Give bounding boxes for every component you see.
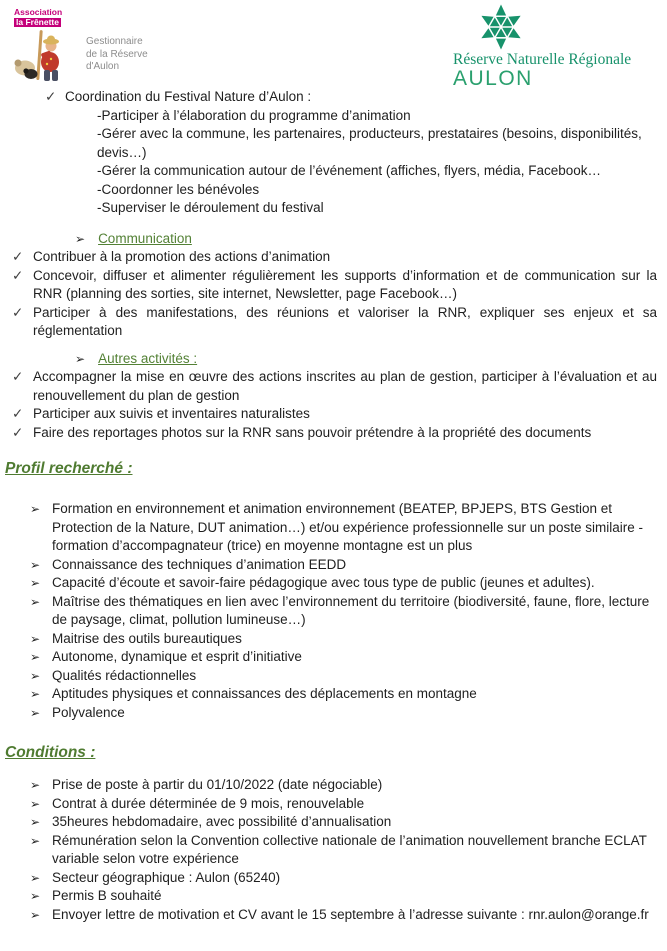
rnr-logo-subtitle: AULON: [453, 67, 533, 90]
shepherd-sheep-illustration: [14, 28, 68, 84]
list-item: [30, 667, 655, 686]
conditions-list: [30, 776, 655, 924]
check-icon: ✓: [12, 249, 24, 264]
autres-list: [12, 368, 657, 442]
list-item: [30, 832, 655, 869]
check-icon: ✓: [12, 304, 24, 320]
list-item-text: Participer aux suivis et inventaires naturalistes: [33, 406, 310, 421]
association-caption-line3: d'Aulon: [86, 61, 120, 72]
coordination-section: [45, 88, 653, 218]
association-name: [14, 8, 184, 27]
list-item-text: Contribuer à la promotion des actions d’animation: [33, 249, 331, 264]
arrow-bullet-icon: ➢: [30, 889, 41, 903]
arrow-bullet-icon: ➢: [30, 557, 41, 572]
list-item-text: 35heures hebdomadaire, avec possibilité d’annualisation: [52, 814, 392, 829]
list-item-text: Permis B souhaité: [52, 888, 162, 903]
list-item-text: Contrat à durée déterminée de 9 mois, renouvelable: [52, 795, 365, 811]
arrow-bullet-icon: ➢: [30, 833, 41, 848]
list-item-text: Concevoir, diffuser et alimenter régulièrement les supports d’information et de communication sur la RNR (planning des sorties, site internet, Newsletter, page Facebook…): [33, 267, 657, 301]
association-caption-line2: de la Réserve: [86, 48, 148, 60]
check-icon: ✓: [12, 424, 24, 440]
communication-list: [12, 248, 657, 341]
list-item-text: Autonome, dynamique et esprit d’initiative: [52, 649, 302, 664]
conditions-heading: Conditions :: [5, 744, 96, 761]
list-item: [30, 574, 655, 593]
profil-list: [30, 500, 655, 722]
communication-heading-row: [75, 230, 667, 249]
list-item: [30, 869, 655, 888]
arrow-bullet-icon: ➢: [30, 668, 41, 683]
coordination-subitem: -Superviser le déroulement du festival: [97, 200, 324, 215]
list-item: [30, 704, 655, 723]
arrow-bullet-icon: ➢: [30, 687, 41, 701]
list-item: [12, 304, 657, 341]
arrow-bullet-icon: ➢: [30, 907, 41, 922]
arrow-bullet-icon: ➢: [30, 631, 41, 646]
list-item: [30, 906, 655, 925]
list-item: [30, 776, 655, 795]
list-item: [12, 248, 657, 267]
list-item-text: Maîtrise des thématiques en lien avec l’environnement du territoire (biodiversité, faune, flore, lecture de paysage, climat, pollution lumineuse…): [52, 593, 650, 627]
list-item: [30, 593, 655, 630]
list-item-text: Capacité d’écoute et savoir-faire pédagogique avec tous type de public (jeunes et adultes).: [52, 575, 595, 590]
check-icon: ✓: [12, 369, 24, 384]
check-icon: ✓: [12, 406, 24, 421]
document-header: [0, 0, 667, 88]
list-item-text: Secteur géographique : Aulon (65240): [52, 869, 281, 885]
arrow-bullet-icon: ➢: [75, 231, 86, 246]
list-item: [30, 887, 655, 906]
list-item: [30, 630, 655, 649]
list-item: [30, 813, 655, 832]
arrow-bullet-icon: ➢: [30, 796, 41, 811]
list-item-text: Connaissance des techniques d’animation EEDD: [52, 556, 347, 572]
list-item-text: Rémunération selon la Convention collective nationale de l’animation nouvellement branche ECLAT variable selon votre expérience: [52, 832, 647, 866]
association-frenette-logo: [14, 7, 184, 72]
list-item: [30, 685, 655, 704]
check-icon: ✓: [12, 267, 24, 283]
list-item: [12, 405, 657, 424]
list-item-text: Prise de poste à partir du 01/10/2022 (date négociable): [52, 777, 383, 792]
rnr-aulon-logo: [453, 2, 667, 89]
list-item: [30, 500, 655, 556]
rnr-logo-title: Réserve Naturelle Régionale: [453, 51, 632, 68]
coordination-subitem: -Gérer avec la commune, les partenaires, producteurs, prestataires (besoins, disponibilités, devis…): [97, 126, 642, 160]
autres-heading-row: [75, 350, 667, 369]
list-item: [30, 556, 655, 575]
communication-heading: Communication: [98, 230, 192, 246]
list-item: [30, 795, 655, 814]
coordination-subitem: -Participer à l’élaboration du programme d’animation: [97, 107, 411, 123]
list-item-text: Faire des reportages photos sur la RNR sans pouvoir prétendre à la propriété des documents: [33, 424, 592, 440]
arrow-bullet-icon: ➢: [30, 778, 41, 792]
list-item: [12, 424, 657, 443]
coordination-subitem: -Coordonner les bénévoles: [97, 181, 260, 197]
arrow-bullet-icon: ➢: [30, 576, 41, 590]
association-caption-line1: Gestionnaire: [86, 36, 143, 47]
profil-heading: Profil recherché :: [5, 460, 133, 477]
list-item-text: Qualités rédactionnelles: [52, 667, 197, 683]
list-item-text: Polyvalence: [52, 704, 125, 720]
association-name-line2: la Frênette: [16, 16, 59, 27]
arrow-bullet-icon: ➢: [30, 705, 41, 720]
association-name-line1: Association: [14, 7, 63, 17]
list-item-text: Maitrise des outils bureautiques: [52, 630, 242, 646]
arrow-bullet-icon: ➢: [30, 870, 41, 885]
arrow-bullet-icon: ➢: [30, 594, 41, 609]
coordination-title: Coordination du Festival Nature d’Aulon :: [65, 89, 312, 104]
rnr-star-icon: [475, 2, 527, 52]
list-item-text: Participer à des manifestations, des réunions et valoriser la RNR, expliquer ses enjeux et sa réglementation: [33, 304, 657, 338]
list-item-text: Aptitudes physiques et connaissances des déplacements en montagne: [52, 686, 477, 701]
coordination-title-row: [45, 88, 653, 107]
list-item-text: Formation en environnement et animation environnement (BEATEP, BPJEPS, BTS Gestion et Protection de la Nature, DUT animation…) et/ou expérience professionnelle sur un poste similaire - formation d’accompagnateur (trice) en moyenne montagne est un plus: [52, 501, 644, 553]
autres-heading: Autres activités :: [98, 350, 198, 366]
arrow-bullet-icon: ➢: [30, 815, 41, 829]
list-item: [12, 267, 657, 304]
list-item: [30, 648, 655, 667]
association-caption: [86, 36, 148, 74]
coordination-subitem: -Gérer la communication autour de l’événement (affiches, flyers, média, Facebook…: [97, 163, 601, 178]
list-item-text: Accompagner la mise en œuvre des actions inscrites au plan de gestion, participer à l’évaluation et au renouvellement du plan de gestion: [33, 369, 657, 403]
check-icon: ✓: [45, 89, 57, 104]
arrow-bullet-icon: ➢: [30, 650, 41, 664]
arrow-bullet-icon: ➢: [30, 502, 41, 516]
arrow-bullet-icon: ➢: [75, 351, 86, 366]
list-item-text: Envoyer lettre de motivation et CV avant le 15 septembre à l’adresse suivante : rnr.aulon@orange.fr: [52, 906, 649, 922]
list-item: [12, 368, 657, 405]
